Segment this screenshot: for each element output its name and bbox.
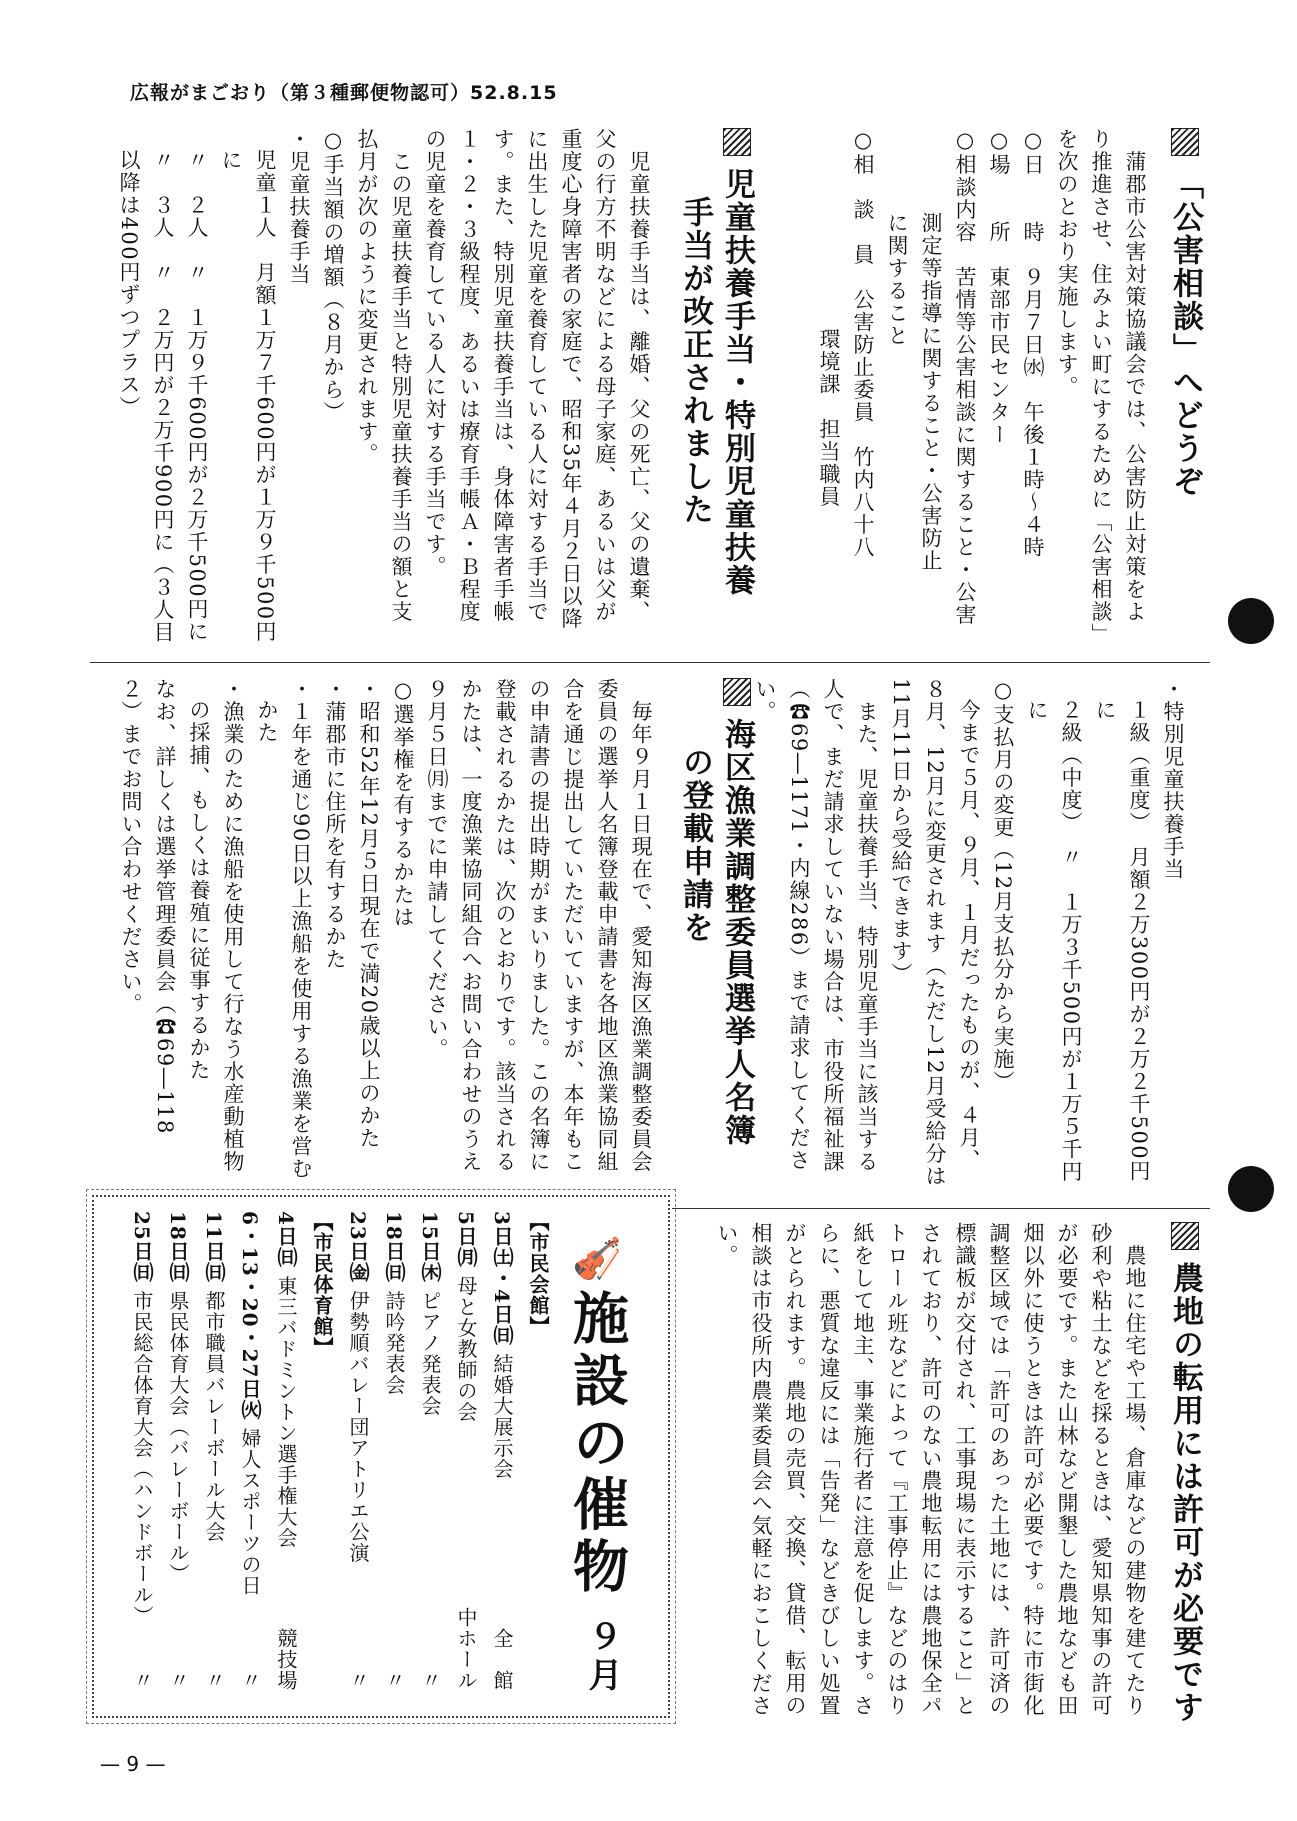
event-date: 18日㈰ <box>382 1211 406 1283</box>
gyogyo-line: ○選挙権を有するかたは <box>391 678 415 929</box>
nochi-line: 標識板が交付され、工事現場に表示すること」と <box>953 1222 977 1717</box>
kougai-line: ○日 時 ９月７日㈬ 午後１時〜４時 <box>1021 128 1045 559</box>
jido-line: 父の行方不明などによる母子家庭、あるいは父が <box>593 128 617 623</box>
nochi-body <box>678 1222 1152 1742</box>
event-name: 伊勢順バレー団アトリエ公演 <box>346 1290 370 1564</box>
nochi-line: トロール班などによって『工事停止』などのはり <box>885 1222 909 1717</box>
gyogyo-line: ２）までお問い合わせください。 <box>119 678 143 1016</box>
kougai-line: を次のとおり実施します。 <box>1055 128 1079 398</box>
kougai-line: 環境課 担当職員 <box>817 327 841 508</box>
events-list <box>104 1211 556 1705</box>
nochi-line: 畑以外に使うときは許可が必要です。特に市街化 <box>1021 1222 1045 1717</box>
jido-line: の児童を養育している人に対する手当です。 <box>423 128 447 578</box>
gyogyo-title: 海区漁業調整委員選挙人名簿 <box>719 718 755 1147</box>
jido-line: ○手当額の増額（８月から） <box>321 128 345 424</box>
event-date: 18日㈰ <box>166 1211 190 1283</box>
tokubetsu-line: 今まで５月、９月、１月だったものが、４月、 <box>957 699 981 1172</box>
page-number: — 9 — <box>100 1752 166 1776</box>
event-name: 母と女教師の会 <box>454 1275 478 1423</box>
tokubetsu-line: ○支払月の変更（12月支払分から実施） <box>991 678 1015 1094</box>
tokubetsu-line: （☎69―1171・内線286）まで請求してくださ <box>787 678 811 1172</box>
event-name: 詩吟発表会 <box>382 1290 406 1396</box>
jido-heading <box>670 128 758 608</box>
event-venue: 〃 <box>382 1670 406 1691</box>
event-date: 6・13・20・27日㈫ <box>238 1211 262 1421</box>
violin-mascot-icon: 🎻 <box>572 1236 622 1282</box>
event-date: 4日㈰ <box>274 1211 298 1268</box>
jido-line: 以降は400円ずつプラス） <box>117 149 141 419</box>
event-venue: 〃 <box>238 1670 262 1691</box>
tokubetsu-line: ・特別児童扶養手当 <box>1161 678 1185 881</box>
kougai-line: に関すること <box>885 212 909 347</box>
event-venue: 中ホール <box>454 1607 478 1691</box>
gyogyo-line: かた <box>255 699 279 744</box>
event-row <box>412 1211 448 1691</box>
gyogyo-line: 登載されるかたは、次のとおりです。該当される <box>493 678 517 1173</box>
kougai-line: ○場 所 東部市民センター <box>987 128 1011 446</box>
jido-title: 児童扶養手当・特別児童扶養 <box>719 168 755 597</box>
event-row <box>268 1211 304 1691</box>
jido-line: 〃 ３人 〃 ２万円が２万千900円に（３人目 <box>151 149 175 644</box>
jido-line: す。また、特別児童扶養手当は、身体障害者手帳 <box>491 128 515 623</box>
event-row <box>376 1211 412 1691</box>
event-venue: 〃 <box>166 1670 190 1691</box>
event-date: 23日㈮ <box>346 1211 370 1283</box>
nochi-line: 調整区域では「許可のあった土地には、許可済の <box>987 1222 1011 1717</box>
event-row <box>124 1211 160 1691</box>
nochi-heading <box>1156 1222 1206 1742</box>
hatch-mark-icon <box>1171 128 1199 156</box>
gyogyo-line: なお、詳しくは選挙管理委員会（☎69―118 <box>153 678 177 1135</box>
tokubetsu-line: １級（重度） 月額２万300円が２万２千500円に <box>1093 699 1151 1183</box>
event-row <box>448 1211 484 1691</box>
events-title: 施設の催物 <box>564 1289 629 1599</box>
issue-header: 広報がまごおり（第３種郵便物認可）52.8.15 <box>130 82 558 104</box>
gyogyo-title-2: の登載申請を <box>677 746 713 945</box>
hatch-mark-icon <box>723 678 751 706</box>
kougai-title: 「公害相談」へどうぞ <box>1167 168 1203 498</box>
gyogyo-line: 合を通じ提出していただいていますが、本年もこ <box>561 678 585 1173</box>
nochi-line: らに、悪質な違反には「告発」などきびしい処置 <box>817 1222 841 1717</box>
event-venue: 全 館 <box>490 1628 514 1691</box>
nochi-title: 農地の転用には許可が必要です <box>1167 1262 1203 1724</box>
tokubetsu-body <box>753 678 1190 1198</box>
event-venue: 〃 <box>346 1670 370 1691</box>
gyogyo-body <box>92 678 658 1198</box>
event-date: 11日㈰ <box>202 1211 226 1283</box>
event-name: 婦人スポーツの日 <box>238 1427 262 1596</box>
gyogyo-line: ・漁業のために漁船を使用して行なう水産動植物 <box>221 678 245 1173</box>
event-date: 25日㈰ <box>130 1211 154 1283</box>
event-row <box>340 1211 376 1691</box>
jido-line: に出生した児童を養育している人に対する手当で <box>525 128 549 623</box>
jido-line: この児童扶養手当と特別児童扶養手当の額と支 <box>389 128 413 623</box>
nochi-line: 相談は市役所内農業委員会へ気軽におこしくださ <box>749 1222 773 1717</box>
section-divider <box>672 1208 1210 1209</box>
hatch-mark-icon <box>723 128 751 156</box>
event-name: 市民総合体育大会（ハンドボール） <box>130 1290 154 1627</box>
event-row <box>160 1211 196 1691</box>
event-row <box>232 1211 268 1691</box>
event-name: 県民体育大会（バレーボール） <box>166 1290 190 1585</box>
tokubetsu-line: ２級（中度） 〃 １万３千500円が１万５千円に <box>1025 699 1083 1184</box>
gyogyo-line: かたは、一度漁業協同組合へお問い合わせのうえ <box>459 678 483 1173</box>
event-name: 都市職員バレーボール大会 <box>202 1290 226 1543</box>
gyogyo-line: の申請書の提出時期がまいりました。この名簿に <box>527 678 551 1173</box>
jido-line: 児童１人 月額１万７千600円が１万９千500円に <box>219 149 277 644</box>
jido-line: １・２・３級程度、あるいは療育手帳Ａ・Ｂ程度 <box>457 128 481 623</box>
kougai-line: ○相談内容 苦情等公害相談に関すること・公害 <box>953 128 977 626</box>
jido-line: 児童扶養手当は、離婚、父の死亡、父の遺棄、 <box>627 128 651 623</box>
gyogyo-line: 毎年９月１日現在で、愛知海区漁業調整委員会 <box>629 678 653 1173</box>
tokubetsu-line: 11月11日から受給できます） <box>889 678 913 985</box>
jido-body <box>90 128 656 648</box>
binding-hole-mark <box>1228 1166 1274 1212</box>
gyogyo-line: の採捕、もしくは養殖に従事するかた <box>187 699 211 1082</box>
nochi-line: い。 <box>715 1222 739 1267</box>
event-venue: 競技場 <box>274 1628 298 1691</box>
event-row <box>196 1211 232 1691</box>
gyogyo-line: ・１年を通じ90日以上漁船を使用する漁業を営む <box>289 678 313 1181</box>
tokubetsu-line: ８月、12月に変更されます（ただし12月受給分は <box>923 678 947 1188</box>
events-month: ９月 <box>582 1619 622 1695</box>
jido-line: ・児童扶養手当 <box>287 128 311 286</box>
nochi-line: がとられます。農地の売買、交換、貸借、転用の <box>783 1222 807 1717</box>
nochi-line: 農地に住宅や工場、倉庫などの建物を建てたり <box>1123 1222 1147 1717</box>
section-divider <box>90 662 1210 663</box>
kougai-line: 蒲郡市公害対策協議会では、公害防止対策をよ <box>1123 128 1147 623</box>
nochi-line: が必要です。また山林など開墾した農地なども田 <box>1055 1222 1079 1717</box>
nochi-line: 砂利や粘土などを採るときは、愛知県知事の許可 <box>1089 1222 1113 1717</box>
event-name: 結婚大展示会 <box>490 1353 514 1480</box>
binding-hole-mark <box>1228 598 1274 644</box>
kougai-body <box>812 128 1152 648</box>
event-date: 15日㈭ <box>418 1211 442 1283</box>
tokubetsu-line: 人で、まだ請求していない場合は、市役所福祉課 <box>821 678 845 1173</box>
gyogyo-line: ・蒲郡市に住所を有するかた <box>323 678 347 971</box>
tokubetsu-line: また、児童扶養手当、特別児童手当に該当する <box>855 678 879 1173</box>
tokubetsu-line: い。 <box>753 678 777 723</box>
jido-line: 重度心身障害者の家庭で、昭和35年４月２日以降 <box>559 128 583 631</box>
jido-line: 〃 ２人 〃 １万９千600円が２万千500円に <box>185 149 209 644</box>
hatch-mark-icon <box>1171 1222 1199 1250</box>
gyogyo-line: 委員の選挙人名簿登載申請書を各地区漁業協同組 <box>595 678 619 1173</box>
gyogyo-line: ９月５日㈪までに申請してください。 <box>425 678 449 1061</box>
kougai-line: ○相 談 員 公害防止委員 竹内八十八 <box>851 128 875 559</box>
gyogyo-line: ・昭和52年12月５日現在で満20歳以上のかた <box>357 678 381 1150</box>
nochi-line: されており、許可のない農地転用には農地保全パ <box>919 1222 943 1717</box>
kougai-line: り推進させ、住みよい町にするために「公害相談」 <box>1089 128 1113 646</box>
section-heading-gymnasium: 【市民体育館】 <box>310 1211 334 1358</box>
event-row <box>484 1211 520 1691</box>
event-venue: 〃 <box>130 1670 154 1691</box>
event-venue: 〃 <box>202 1670 226 1691</box>
events-box <box>92 1195 670 1718</box>
event-date: 3日㈯・4日㈰ <box>490 1211 514 1346</box>
event-venue: 〃 <box>418 1670 442 1691</box>
event-name: 東三バドミントン選手権大会 <box>274 1275 298 1549</box>
gyogyo-heading <box>670 678 758 1178</box>
kougai-line: 測定等指導に関すること・公害防止 <box>919 212 943 572</box>
nochi-line: 紙をして地主、事業施行者に注意を促します。さ <box>851 1222 875 1717</box>
kougai-heading <box>1156 128 1206 548</box>
event-name: ピアノ発表会 <box>418 1290 442 1417</box>
jido-title-2: 手当が改正されました <box>677 196 713 527</box>
section-heading-civic-hall: 【市民会館】 <box>526 1211 550 1337</box>
jido-line: 払月が次のように変更されます。 <box>355 128 379 466</box>
event-date: 5日㈪ <box>454 1211 478 1268</box>
